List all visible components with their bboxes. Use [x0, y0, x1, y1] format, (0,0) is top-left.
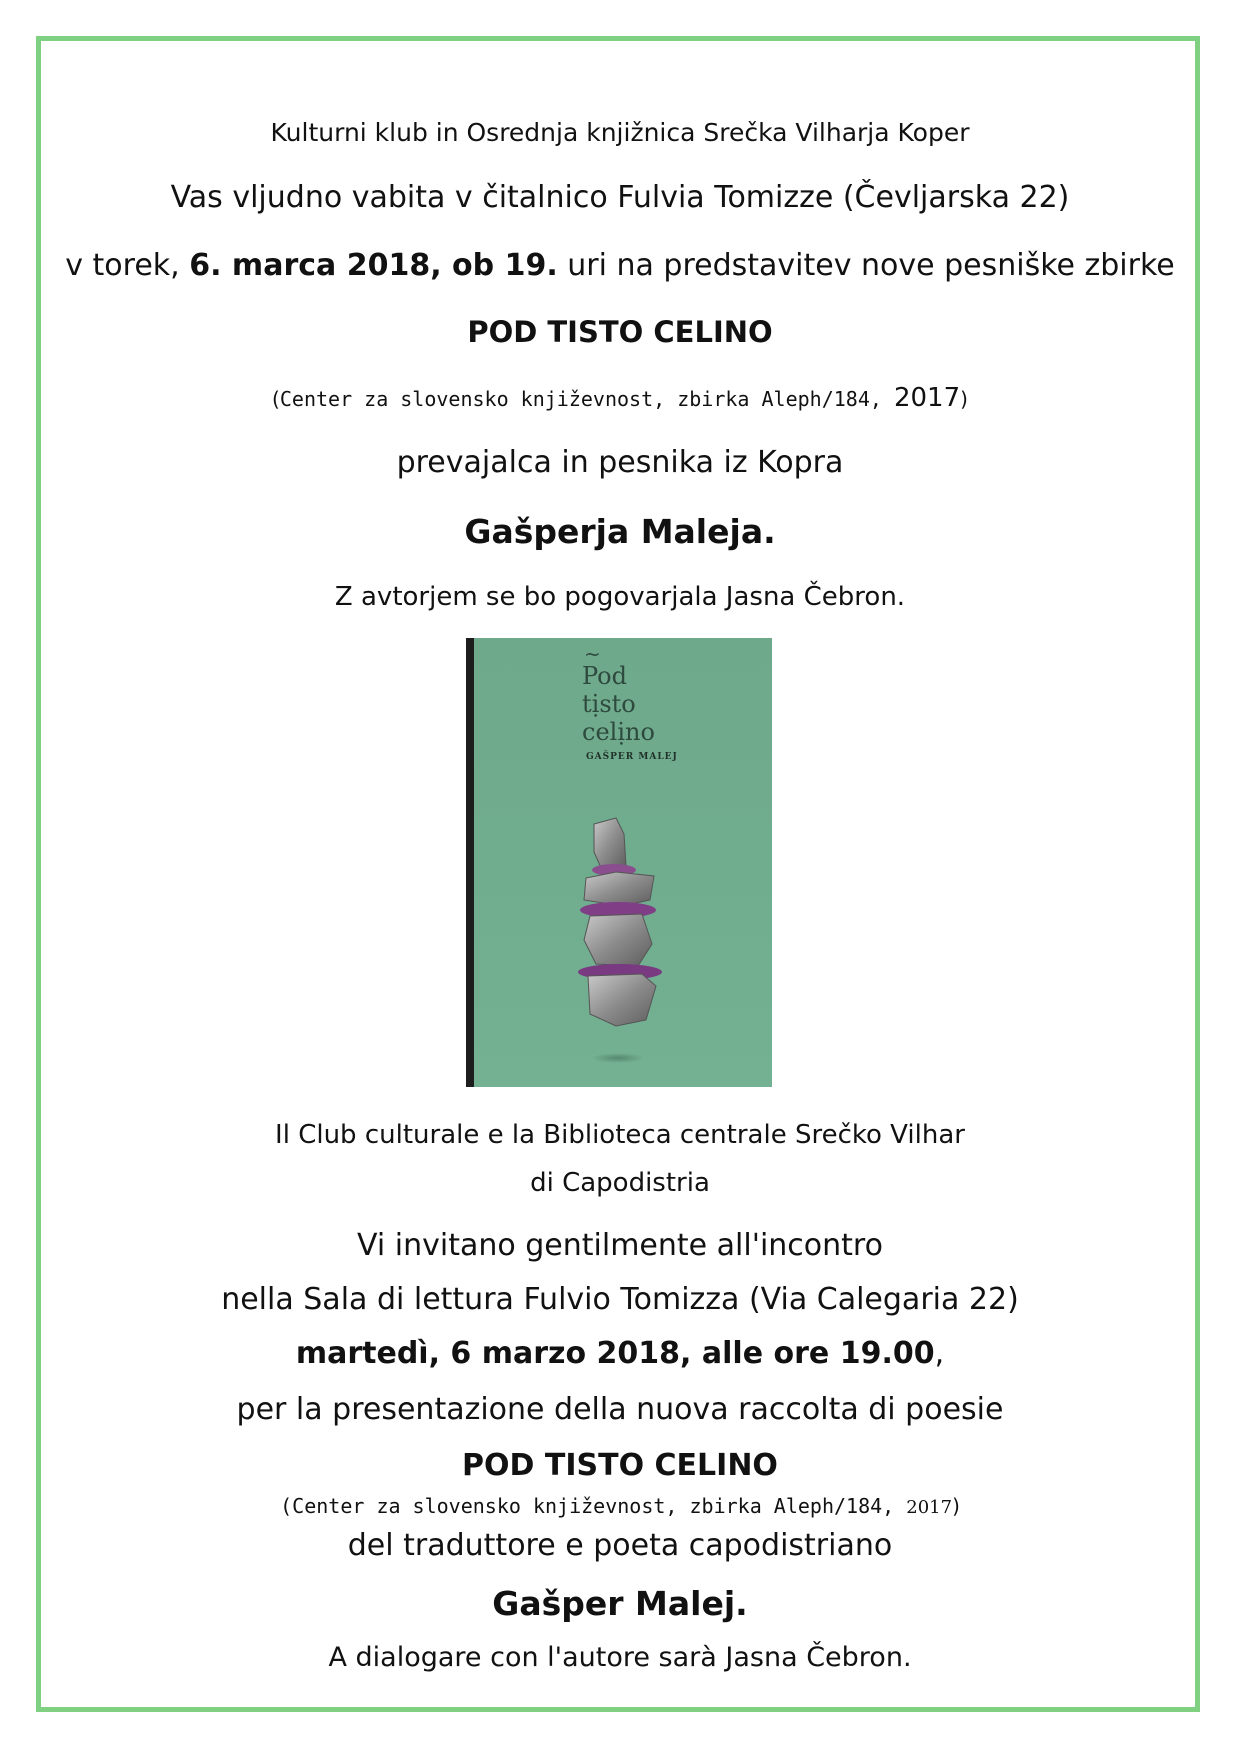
sl-publisher-open: ( — [272, 387, 280, 411]
sl-book-title: POD TISTO CELINO — [467, 315, 773, 349]
book-cover-image — [466, 638, 772, 1087]
it-date-suffix: , — [934, 1336, 945, 1371]
cover-title-line2: tịsto — [582, 690, 636, 718]
cover-mark: ~ — [584, 642, 601, 666]
sl-moderator: Z avtorjem se bo pogovarjala Jasna Čebron. — [334, 582, 906, 612]
it-publisher: (Center za slovensko književnost, zbirka Aleph/184, — [280, 1494, 907, 1518]
it-book-title: POD TISTO CELINO — [462, 1448, 778, 1483]
it-invite-line2: nella Sala di lettura Fulvio Tomizza (Via Calegaria 22) — [221, 1282, 1019, 1317]
it-publisher-year: 2017 — [906, 1497, 953, 1518]
it-organizers-line2: di Capodistria — [530, 1168, 710, 1198]
sl-publisher-line — [0, 383, 1240, 413]
cover-author: GAŠPER MALEJ — [586, 752, 678, 762]
sl-date-bold: 6. marca 2018, ob 19. — [189, 248, 558, 283]
it-date-line — [0, 1336, 1240, 1371]
it-organizers-line1: Il Club culturale e la Biblioteca centrale Srečko Vilhar — [275, 1120, 965, 1150]
sl-author-intro: prevajalca in pesnika iz Kopra — [396, 445, 844, 480]
sl-publisher-year: 2017 — [893, 383, 961, 413]
sl-publisher-close: ) — [960, 387, 968, 411]
it-presentation: per la presentazione della nuova raccolta di poesie — [236, 1392, 1004, 1427]
sl-date-suffix: uri na predstavitev nove pesniške zbirke — [557, 248, 1175, 283]
it-publisher-close: ) — [952, 1494, 960, 1518]
sl-author: Gašperja Maleja. — [464, 512, 776, 551]
sl-organizers: Kulturni klub in Osrednja knjižnica Srečka Vilharja Koper — [270, 118, 970, 147]
cover-title-line3: celịno — [582, 718, 655, 746]
it-date-bold: martedì, 6 marzo 2018, alle ore 19.00 — [295, 1336, 935, 1371]
sl-publisher: Center za slovensko književnost, zbirka Aleph/184, — [279, 387, 894, 411]
cover-title-line1: Pod — [582, 662, 627, 690]
sl-date-line — [0, 248, 1240, 283]
it-publisher-line — [0, 1494, 1240, 1518]
it-moderator: A dialogare con l'autore sarà Jasna Čebron. — [328, 1642, 912, 1673]
it-author-intro: del traduttore e poeta capodistriano — [347, 1528, 893, 1563]
sl-invite: Vas vljudno vabita v čitalnico Fulvia Tomizze (Čevljarska 22) — [170, 180, 1070, 215]
rock-illustration — [466, 638, 772, 1087]
it-author: Gašper Malej. — [492, 1584, 748, 1623]
it-invite-line1: Vi invitano gentilmente all'incontro — [357, 1228, 883, 1263]
sl-date-prefix: v torek, — [65, 248, 190, 283]
